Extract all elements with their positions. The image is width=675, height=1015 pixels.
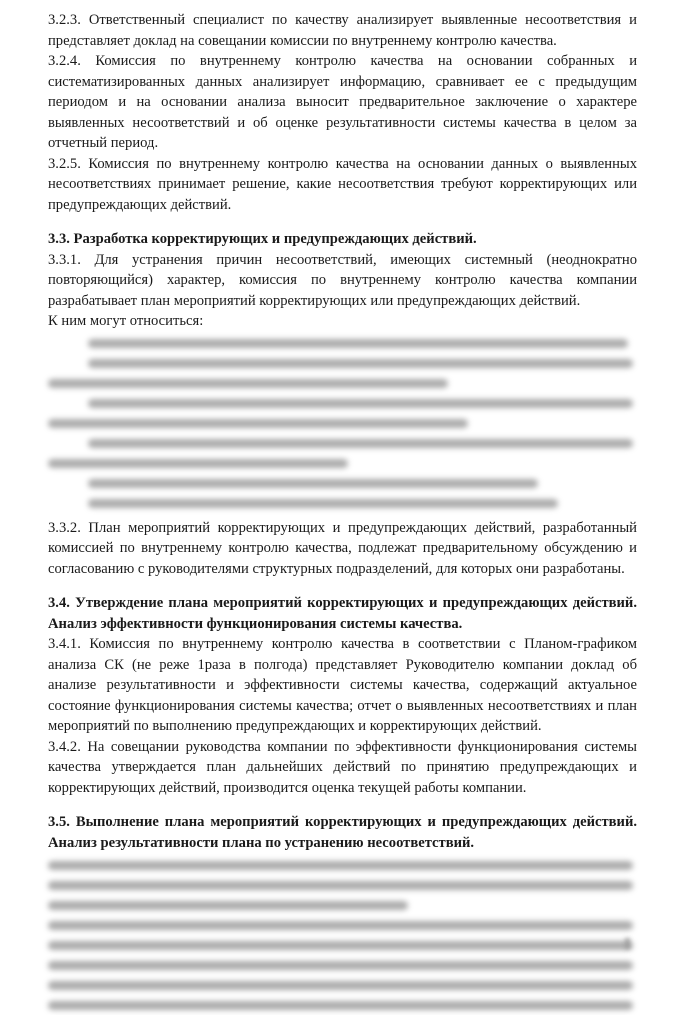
blurred-list — [48, 334, 637, 514]
paragraph-3-2-5: 3.2.5. Комиссия по внутреннему контролю качества на основании данных о выявленных несоответствиях принимает решение, какие несоответствия требуют корректирующих или предупреждающих действий. — [48, 155, 637, 213]
list-intro: К ним могут относиться: — [48, 313, 204, 329]
paragraph-3-2-3: 3.2.3. Ответственный специалист по качеству анализирует выявленные несоответствия и представляет доклад на совещании комиссии по внутреннему контролю качества. — [48, 12, 637, 49]
paragraph-3-3-2: 3.3.2. План мероприятий корректирующих и предупреждающих действий, разработанный комиссией по внутреннему контролю качества, подлежат предварительному обсуждению и согласованию с руководителями структурных подразделений, для которых они разработаны. — [48, 519, 637, 577]
section-3-3-heading: 3.3. Разработка корректирующих и предупреждающих действий. — [48, 231, 477, 247]
section-3-5-heading: 3.5. Выполнение плана мероприятий корректирующих и предупреждающих действий. Анализ результативности плана по устранению несоответствий. — [48, 814, 637, 851]
page-number — [625, 938, 635, 952]
paragraph-3-4-2: 3.4.2. На совещании руководства компании по эффективности функционирования системы качества утверждается план дальнейших действий по принятию предупреждающих и корректирующих действий, производится оценка текущей работы компании. — [48, 738, 637, 796]
paragraph-3-2-4: 3.2.4. Комиссия по внутреннему контролю качества на основании собранных и систематизированных данных анализирует информацию, сравнивает ее с предыдущим периодом и на основании анализа выносит предварительное заключение о характере выявленных несоответствий и об оценке результативности системы качества в целом за отчетный период. — [48, 53, 637, 151]
blurred-section-3-5 — [48, 855, 637, 1015]
paragraph-3-3-1: 3.3.1. Для устранения причин несоответствий, имеющих системный (неоднократно повторяющийся) характер, комиссия по внутреннему контролю качества компании разрабатывает план мероприятий корректирующих или предупреждающих действий. — [48, 251, 637, 309]
paragraph-3-4-1: 3.4.1. Комиссия по внутреннему контролю качества в соответствии с Планом-графиком анализа СК (не реже 1раза в полгода) представляет Руководителю компании доклад об анализе результативности и эффективности системы качества, содержащий актуальное состояние функционирования системы качества; отчет о выявленных несоответствиях и план мероприятий по выполнению предупреждающих и корректирующих действий. — [48, 636, 637, 734]
section-3-4-heading: 3.4. Утверждение плана мероприятий корректирующих и предупреждающих действий. Анализ эффективности функционирования системы качества. — [48, 595, 637, 632]
